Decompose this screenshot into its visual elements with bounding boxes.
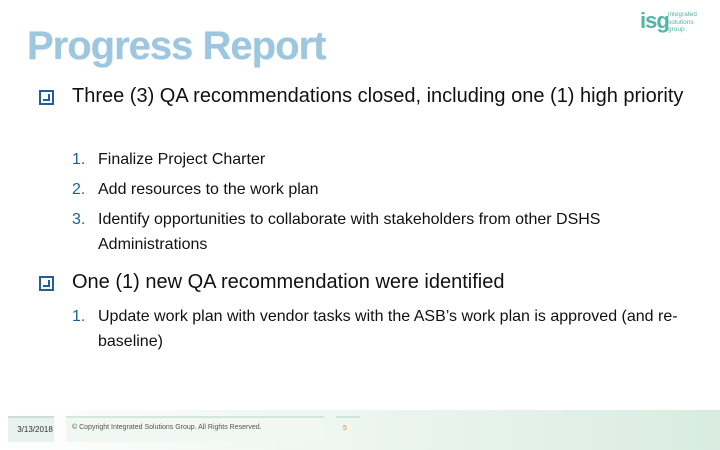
bullet-2-text: One (1) new QA recommendation were identified [72, 271, 505, 293]
logo-words [668, 11, 697, 34]
list-item-text: Identify opportunities to collaborate with stakeholders from other DSHS Administrations [98, 211, 601, 253]
checkbox-bullet-icon [39, 276, 54, 291]
footer-page-line [336, 416, 360, 418]
list-item-number: 2. [72, 181, 86, 198]
isg-logo [640, 8, 716, 36]
list-item-number: 1. [72, 308, 86, 325]
page-number: 5 [343, 425, 347, 432]
checkbox-bullet-icon [39, 90, 54, 105]
logo-word-3: group [668, 26, 685, 34]
list-item-number: 1. [72, 151, 86, 168]
footer-date: 3/13/2018 [17, 425, 53, 434]
footer-copyright: © Copyright Integrated Solutions Group. All Rights Reserved. [72, 424, 262, 431]
logo-word-2: solutions [668, 18, 694, 26]
list-item-text: Update work plan with vendor tasks with the ASB’s work plan is approved (and re-baseline) [98, 308, 678, 350]
logo-mark: isg [640, 8, 669, 33]
list-item-text: Add resources to the work plan [98, 181, 319, 198]
page-title: Progress Report [27, 24, 326, 68]
list-item-text: Finalize Project Charter [98, 151, 266, 168]
list-item-number: 3. [72, 211, 86, 228]
bullet-1-text: Three (3) QA recommendations closed, including one (1) high priority [72, 85, 684, 107]
logo-word-1: integrated [668, 11, 697, 18]
